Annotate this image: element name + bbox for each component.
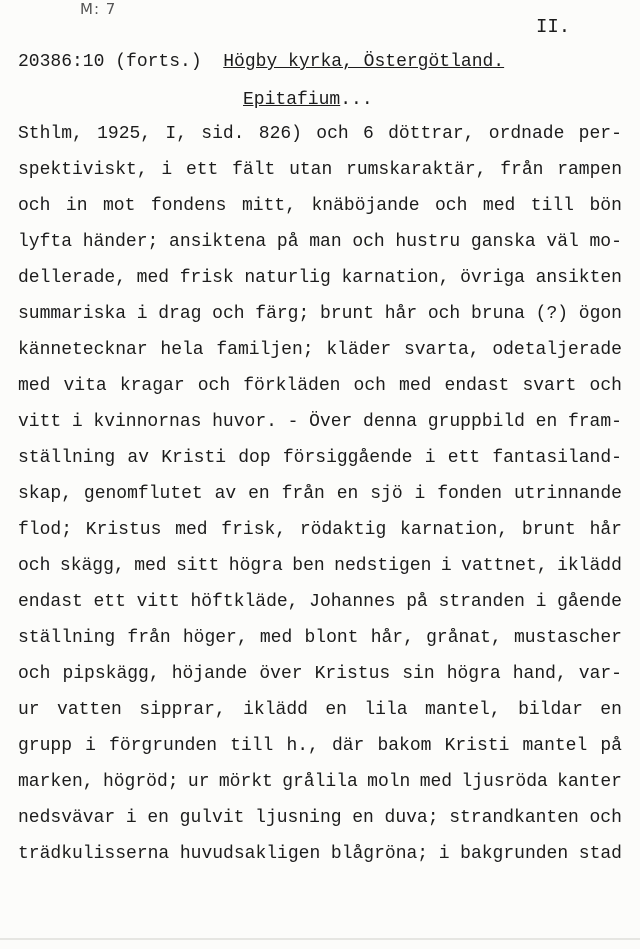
word: försiggående — [282, 448, 413, 468]
word: hår, — [370, 628, 414, 648]
word: bruna — [470, 304, 525, 324]
word: rumskaraktär, — [346, 160, 487, 180]
word: över — [259, 664, 303, 684]
text-line — [18, 368, 622, 404]
word: höjande — [171, 664, 248, 684]
word: moln — [367, 772, 411, 792]
word: grålila — [282, 772, 358, 792]
word: Kristi — [444, 736, 510, 756]
word: trädkulisserna — [18, 844, 170, 864]
word: - — [287, 412, 299, 432]
word: förkläden — [243, 376, 341, 396]
word: var- — [578, 664, 622, 684]
word: i — [438, 844, 450, 864]
word: pipskägg, — [62, 664, 160, 684]
word: en — [535, 412, 558, 432]
word: och — [316, 124, 349, 144]
text-line — [18, 476, 622, 512]
word: ett — [185, 160, 219, 180]
page-edge — [0, 938, 640, 940]
word: högra — [446, 664, 501, 684]
word: genomflutet — [83, 484, 203, 504]
word: kanter — [557, 772, 622, 792]
word: i — [85, 736, 96, 756]
text-line — [18, 836, 622, 872]
word: och — [352, 232, 385, 252]
word: brunt — [521, 520, 576, 540]
word: hustru — [395, 232, 461, 252]
word: med — [482, 196, 516, 216]
word: fondens — [150, 196, 227, 216]
word: blont — [304, 628, 359, 648]
word: I, — [165, 124, 187, 144]
word: mörkt — [218, 772, 273, 792]
word: högra — [228, 556, 283, 576]
word: familjen; — [216, 340, 314, 360]
word: på — [276, 232, 299, 252]
word: drag — [158, 304, 202, 324]
word: mot — [102, 196, 136, 216]
word: vita — [63, 376, 107, 396]
word: Johannes — [309, 592, 396, 612]
word: från — [500, 160, 544, 180]
word: ansikten — [535, 268, 622, 288]
word: grupp — [18, 736, 73, 756]
word: skap, — [18, 484, 73, 504]
word: med — [18, 376, 51, 396]
word: bakom — [377, 736, 432, 756]
word: kläder — [326, 340, 392, 360]
word: med — [134, 556, 167, 576]
word: där — [331, 736, 365, 756]
word: fält — [232, 160, 276, 180]
word: marken, — [18, 772, 94, 792]
word: i — [424, 448, 436, 468]
word: sin — [402, 664, 435, 684]
word: kännetecknar — [18, 340, 148, 360]
word: skägg, — [59, 556, 125, 576]
text-line — [18, 512, 622, 548]
word: Sthlm, — [18, 124, 83, 144]
word: naturlig — [244, 268, 331, 288]
word: till — [530, 196, 574, 216]
document-header — [18, 52, 504, 72]
word: odetaljerade — [492, 340, 622, 360]
word: Kristi — [161, 448, 227, 468]
word: kragar — [119, 376, 185, 396]
text-line — [18, 800, 622, 836]
word: strandkanten — [449, 808, 579, 828]
word: och — [589, 808, 622, 828]
word: ben — [292, 556, 325, 576]
word: stad — [578, 844, 622, 864]
word: i — [71, 412, 83, 432]
word: ställning — [18, 628, 116, 648]
word: ur — [18, 700, 40, 720]
word: en — [352, 808, 374, 828]
word: vatten — [57, 700, 122, 720]
word: kvinnornas — [93, 412, 202, 432]
word: i — [125, 808, 137, 828]
word: iklädd — [557, 556, 622, 576]
word: vattnet, — [461, 556, 548, 576]
word: (?) — [535, 304, 569, 324]
word: hår — [589, 520, 622, 540]
word: hand, — [512, 664, 567, 684]
word: dop — [238, 448, 271, 468]
text-line — [18, 116, 622, 152]
word: endast — [444, 376, 510, 396]
word: ett — [93, 592, 126, 612]
word: spektiviskt, — [18, 160, 148, 180]
word: mo- — [589, 232, 622, 252]
word: i — [136, 304, 148, 324]
word: mustascher — [513, 628, 622, 648]
word: karnation, — [341, 268, 450, 288]
word: Över — [309, 412, 353, 432]
word: ljusning — [255, 808, 342, 828]
word: döttrar, — [388, 124, 475, 144]
word: ansiktena — [169, 232, 267, 252]
word: mantel — [522, 736, 588, 756]
subtitle-trailing: ... — [340, 90, 373, 110]
word: ordnade — [488, 124, 565, 144]
document-title: Högby kyrka, Östergötland. — [223, 52, 505, 72]
word: höger, — [182, 628, 248, 648]
text-line — [18, 404, 622, 440]
word: duva; — [384, 808, 439, 828]
word: summariska — [18, 304, 127, 324]
word: och — [589, 376, 622, 396]
word: övriga — [460, 268, 525, 288]
word: hela — [160, 340, 204, 360]
word: och — [212, 304, 245, 324]
word: bakgrunden — [460, 844, 569, 864]
word: från — [127, 628, 171, 648]
word: 826) — [258, 124, 302, 144]
word: ur — [187, 772, 210, 792]
word: i — [414, 484, 426, 504]
word: vitt — [18, 412, 62, 432]
word: och — [197, 376, 231, 396]
word: karnation, — [400, 520, 509, 540]
word: fram- — [567, 412, 622, 432]
word: 1925, — [97, 124, 152, 144]
text-line — [18, 692, 622, 728]
handwritten-note: M: 7 — [80, 0, 117, 18]
text-line — [18, 440, 622, 476]
text-line — [18, 620, 622, 656]
word: utan — [289, 160, 333, 180]
word: med — [136, 268, 170, 288]
word: dellerade, — [18, 268, 127, 288]
text-line — [18, 656, 622, 692]
word: färg; — [255, 304, 310, 324]
subtitle-underlined: Epitafium — [243, 90, 341, 110]
word: Kristus — [85, 520, 162, 540]
catalog-reference: 20386:10 (forts.) — [18, 52, 202, 72]
text-line — [18, 728, 622, 764]
word: en — [147, 808, 169, 828]
word: hår — [384, 304, 418, 324]
word: med — [419, 772, 453, 792]
word: lila — [364, 700, 408, 720]
word: man — [309, 232, 342, 252]
word: frisk — [179, 268, 234, 288]
text-line — [18, 764, 622, 800]
text-line — [18, 548, 622, 584]
word: bildar — [518, 700, 583, 720]
word: ställning — [18, 448, 116, 468]
word: och — [18, 664, 51, 684]
word: gulvit — [179, 808, 245, 828]
word: en — [336, 484, 359, 504]
word: nedstigen — [334, 556, 432, 576]
document-subtitle — [243, 90, 373, 110]
word: sid. — [201, 124, 245, 144]
word: svart — [522, 376, 577, 396]
word: en — [600, 700, 622, 720]
word: in — [65, 196, 88, 216]
word: med — [399, 376, 432, 396]
word: h., — [286, 736, 319, 756]
word: nedsvävar — [18, 808, 116, 828]
word: grånat, — [426, 628, 502, 648]
word: sjö — [370, 484, 403, 504]
word: högröd; — [102, 772, 179, 792]
word: Kristus — [314, 664, 391, 684]
word: av — [127, 448, 150, 468]
text-line — [18, 152, 622, 188]
word: knäböjande — [311, 196, 420, 216]
word: brunt — [320, 304, 375, 324]
word: denna — [363, 412, 418, 432]
text-line — [18, 584, 622, 620]
text-line — [18, 260, 622, 296]
word: mitt, — [241, 196, 296, 216]
word: och — [427, 304, 461, 324]
page-number: II. — [536, 16, 571, 38]
word: en — [248, 484, 270, 504]
word: sitt — [176, 556, 220, 576]
word: gruppbild — [427, 412, 525, 432]
word: av — [214, 484, 237, 504]
word: mantel, — [425, 700, 501, 720]
word: händer; — [82, 232, 159, 252]
text-line — [18, 188, 622, 224]
word: ögon — [578, 304, 622, 324]
word: höftkläde, — [190, 592, 299, 612]
body-text — [18, 116, 622, 872]
text-line — [18, 296, 622, 332]
word: och — [353, 376, 386, 396]
word: huvudsakligen — [179, 844, 321, 864]
word: 6 — [362, 124, 374, 144]
word: på — [406, 592, 428, 612]
word: från — [281, 484, 325, 504]
text-line — [18, 332, 622, 368]
word: lyfta — [18, 232, 73, 252]
word: i — [535, 592, 547, 612]
word: och — [18, 556, 51, 576]
word: svarta, — [403, 340, 480, 360]
word: ett — [447, 448, 481, 468]
word: iklädd — [243, 700, 308, 720]
word: bön — [589, 196, 622, 216]
word: med — [175, 520, 208, 540]
word: i — [161, 160, 173, 180]
word: endast — [18, 592, 83, 612]
word: väl — [546, 232, 579, 252]
word: ljusröda — [461, 772, 548, 792]
word: i — [440, 556, 452, 576]
word: stranden — [438, 592, 525, 612]
word: flod; — [18, 520, 73, 540]
word: till — [230, 736, 274, 756]
word: rampen — [557, 160, 622, 180]
word: utrinnande — [513, 484, 622, 504]
word: frisk, — [221, 520, 287, 540]
word: vitt — [136, 592, 180, 612]
word: huvor. — [212, 412, 277, 432]
word: blågröna; — [330, 844, 429, 864]
word: fonden — [437, 484, 503, 504]
text-line — [18, 224, 622, 260]
word: förgrunden — [109, 736, 218, 756]
word: med — [259, 628, 293, 648]
word: ganska — [470, 232, 536, 252]
word: per- — [578, 124, 622, 144]
word: på — [600, 736, 622, 756]
word: gående — [557, 592, 622, 612]
word: sipprar, — [139, 700, 226, 720]
word: och — [18, 196, 51, 216]
word: fantasiland- — [492, 448, 622, 468]
word: rödaktig — [299, 520, 387, 540]
word: och — [435, 196, 468, 216]
word: en — [325, 700, 347, 720]
